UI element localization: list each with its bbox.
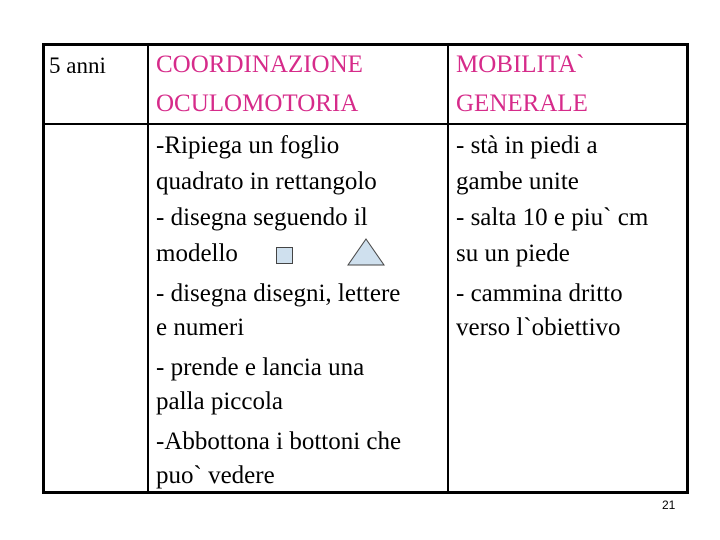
triangle-shape [347, 238, 385, 266]
col2-line-8: palla piccola [156, 388, 284, 415]
col2-line-1: -Ripiega un foglio [156, 132, 340, 159]
col2-line-5: - disegna disegni, lettere [156, 280, 401, 307]
col3-line-4: su un piede [456, 240, 570, 267]
col2-line-6: e numeri [156, 314, 245, 341]
page-number: 21 [662, 498, 676, 512]
row-divider-hidden [45, 491, 147, 493]
square-shape [276, 247, 293, 264]
col3-line-5: - cammina dritto [456, 280, 623, 307]
col3-header-line-2: GENERALE [456, 90, 588, 117]
column-divider-2 [447, 46, 449, 491]
col3-line-2: gambe unite [456, 168, 579, 195]
col2-line-4: modello [156, 240, 238, 267]
column-divider-1 [147, 46, 149, 491]
col3-line-3: - salta 10 e piu` cm [456, 204, 649, 231]
col3-header-line-1: MOBILITA` [456, 51, 585, 78]
col2-header-line-2: OCULOMOTORIA [156, 90, 359, 117]
col3-line-6: verso l`obiettivo [456, 314, 621, 341]
col2-line-10: puo` vedere [156, 462, 275, 489]
col2-line-7: - prende e lancia una [156, 354, 365, 381]
col2-line-2: quadrato in rettangolo [156, 168, 377, 195]
col3-line-1: - stà in piedi a [456, 132, 598, 159]
col2-line-3: - disegna seguendo il [156, 204, 368, 231]
age-label: 5 anni [49, 53, 106, 78]
row-divider [45, 123, 686, 125]
col2-header-line-1: COORDINAZIONE [156, 51, 363, 78]
col2-line-9: -Abbottona i bottoni che [156, 428, 402, 455]
